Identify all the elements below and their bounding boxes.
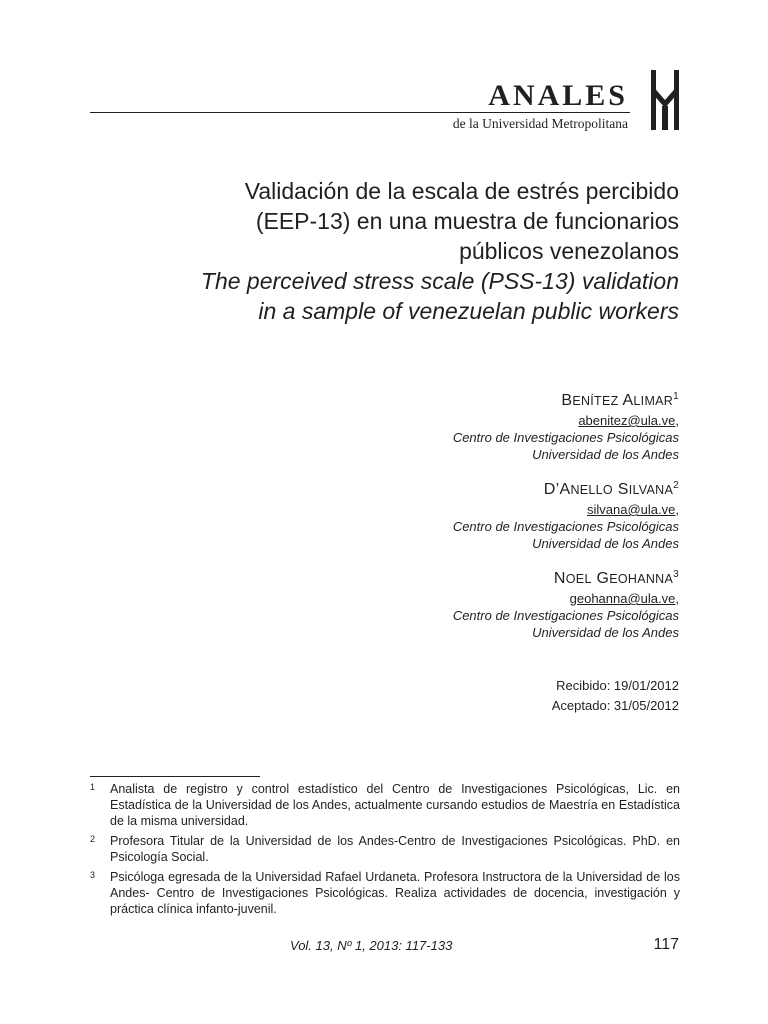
author-given-initial: A — [622, 392, 634, 409]
author-given-rest: LIMAR — [633, 394, 674, 408]
author-center: Centro de Investigaciones Psicológicas — [452, 608, 679, 623]
title-es-line-3: públicos venezolanos — [459, 238, 679, 264]
accepted-date: Aceptado: 31/05/2012 — [551, 698, 679, 713]
author-footnote-mark: 2 — [673, 480, 679, 491]
footnote-number: 2 — [90, 834, 96, 844]
citation-reference: Vol. 13, Nº 1, 2013: 117-133 — [290, 938, 453, 953]
email-suffix: , — [675, 502, 679, 517]
author-university: Universidad de los Andes — [532, 625, 679, 640]
author-email-line — [279, 412, 679, 429]
author-name — [279, 564, 679, 590]
page-number: 117 — [653, 936, 679, 953]
author-given-rest: EOHANNA — [609, 572, 674, 586]
author-given-rest: ILVANA — [628, 483, 674, 497]
author-block — [279, 386, 679, 463]
author-footnote-mark: 1 — [673, 391, 679, 402]
author-surname-initial: N — [553, 570, 566, 587]
author-footnote-mark: 3 — [673, 569, 679, 580]
footnote-text: Psicóloga egresada de la Universidad Rafael Urdaneta. Profesora Instructora de la Universidad de los Andes- Centro de Investigaciones Psicológicas. Realiza actividades de docencia, investigación y práctica clínica infanto-juvenil. — [110, 870, 680, 916]
footnote — [90, 833, 680, 865]
footnote-number: 3 — [90, 870, 96, 880]
author-block — [279, 475, 679, 552]
header-rule — [90, 112, 630, 113]
journal-name: ANALES — [488, 79, 628, 112]
footnote-number: 1 — [90, 782, 96, 792]
article-title — [79, 176, 679, 326]
author-center: Centro de Investigaciones Psicológicas — [452, 430, 679, 445]
author-center: Centro de Investigaciones Psicológicas — [452, 519, 679, 534]
author-given-initial: S — [617, 481, 629, 498]
title-en-line-2: in a sample of venezuelan public workers — [258, 298, 679, 324]
author-name — [279, 475, 679, 501]
journal-logo-icon — [648, 70, 682, 130]
author-block — [279, 564, 679, 641]
author-surname-rest: NELLO — [570, 483, 613, 497]
footnote-rule — [90, 776, 260, 777]
footnote — [90, 869, 680, 917]
journal-subtitle: de la Universidad Metropolitana — [452, 116, 628, 131]
author-email-line — [279, 501, 679, 518]
author-given-initial: G — [596, 570, 610, 587]
author-email-line — [279, 590, 679, 607]
author-university: Universidad de los Andes — [532, 536, 679, 551]
author-email-link[interactable]: silvana@ula.ve — [587, 502, 676, 517]
author-list — [279, 386, 679, 653]
author-surname-rest: ENÍTEZ — [572, 394, 619, 408]
footnotes — [90, 781, 680, 921]
email-suffix: , — [675, 413, 679, 428]
email-suffix: , — [675, 591, 679, 606]
author-surname-rest: OEL — [565, 572, 592, 586]
footnote — [90, 781, 680, 829]
author-surname-initial: B — [561, 392, 573, 409]
author-email-link[interactable]: abenitez@ula.ve — [578, 413, 676, 428]
title-es-line-2: (EEP-13) en una muestra de funcionarios — [255, 208, 679, 234]
author-email-link[interactable]: geohanna@ula.ve — [569, 591, 676, 606]
author-university: Universidad de los Andes — [532, 447, 679, 462]
author-surname-initial: D’A — [543, 481, 571, 498]
footnote-text: Profesora Titular de la Universidad de los Andes-Centro de Investigaciones Psicológicas. PhD. en Psicología Social. — [110, 834, 680, 864]
submission-dates — [552, 676, 679, 716]
footnote-text: Analista de registro y control estadístico del Centro de Investigaciones Psicológicas, Lic. en Estadística de la Universidad de los Andes, actualmente cursando estudios de Maestría en Estadística de la misma universidad. — [110, 782, 680, 828]
author-name — [279, 386, 679, 412]
received-date: Recibido: 19/01/2012 — [556, 678, 679, 693]
title-en-line-1: The perceived stress scale (PSS-13) validation — [200, 268, 679, 294]
title-es-line-1: Validación de la escala de estrés percibido — [244, 178, 679, 204]
